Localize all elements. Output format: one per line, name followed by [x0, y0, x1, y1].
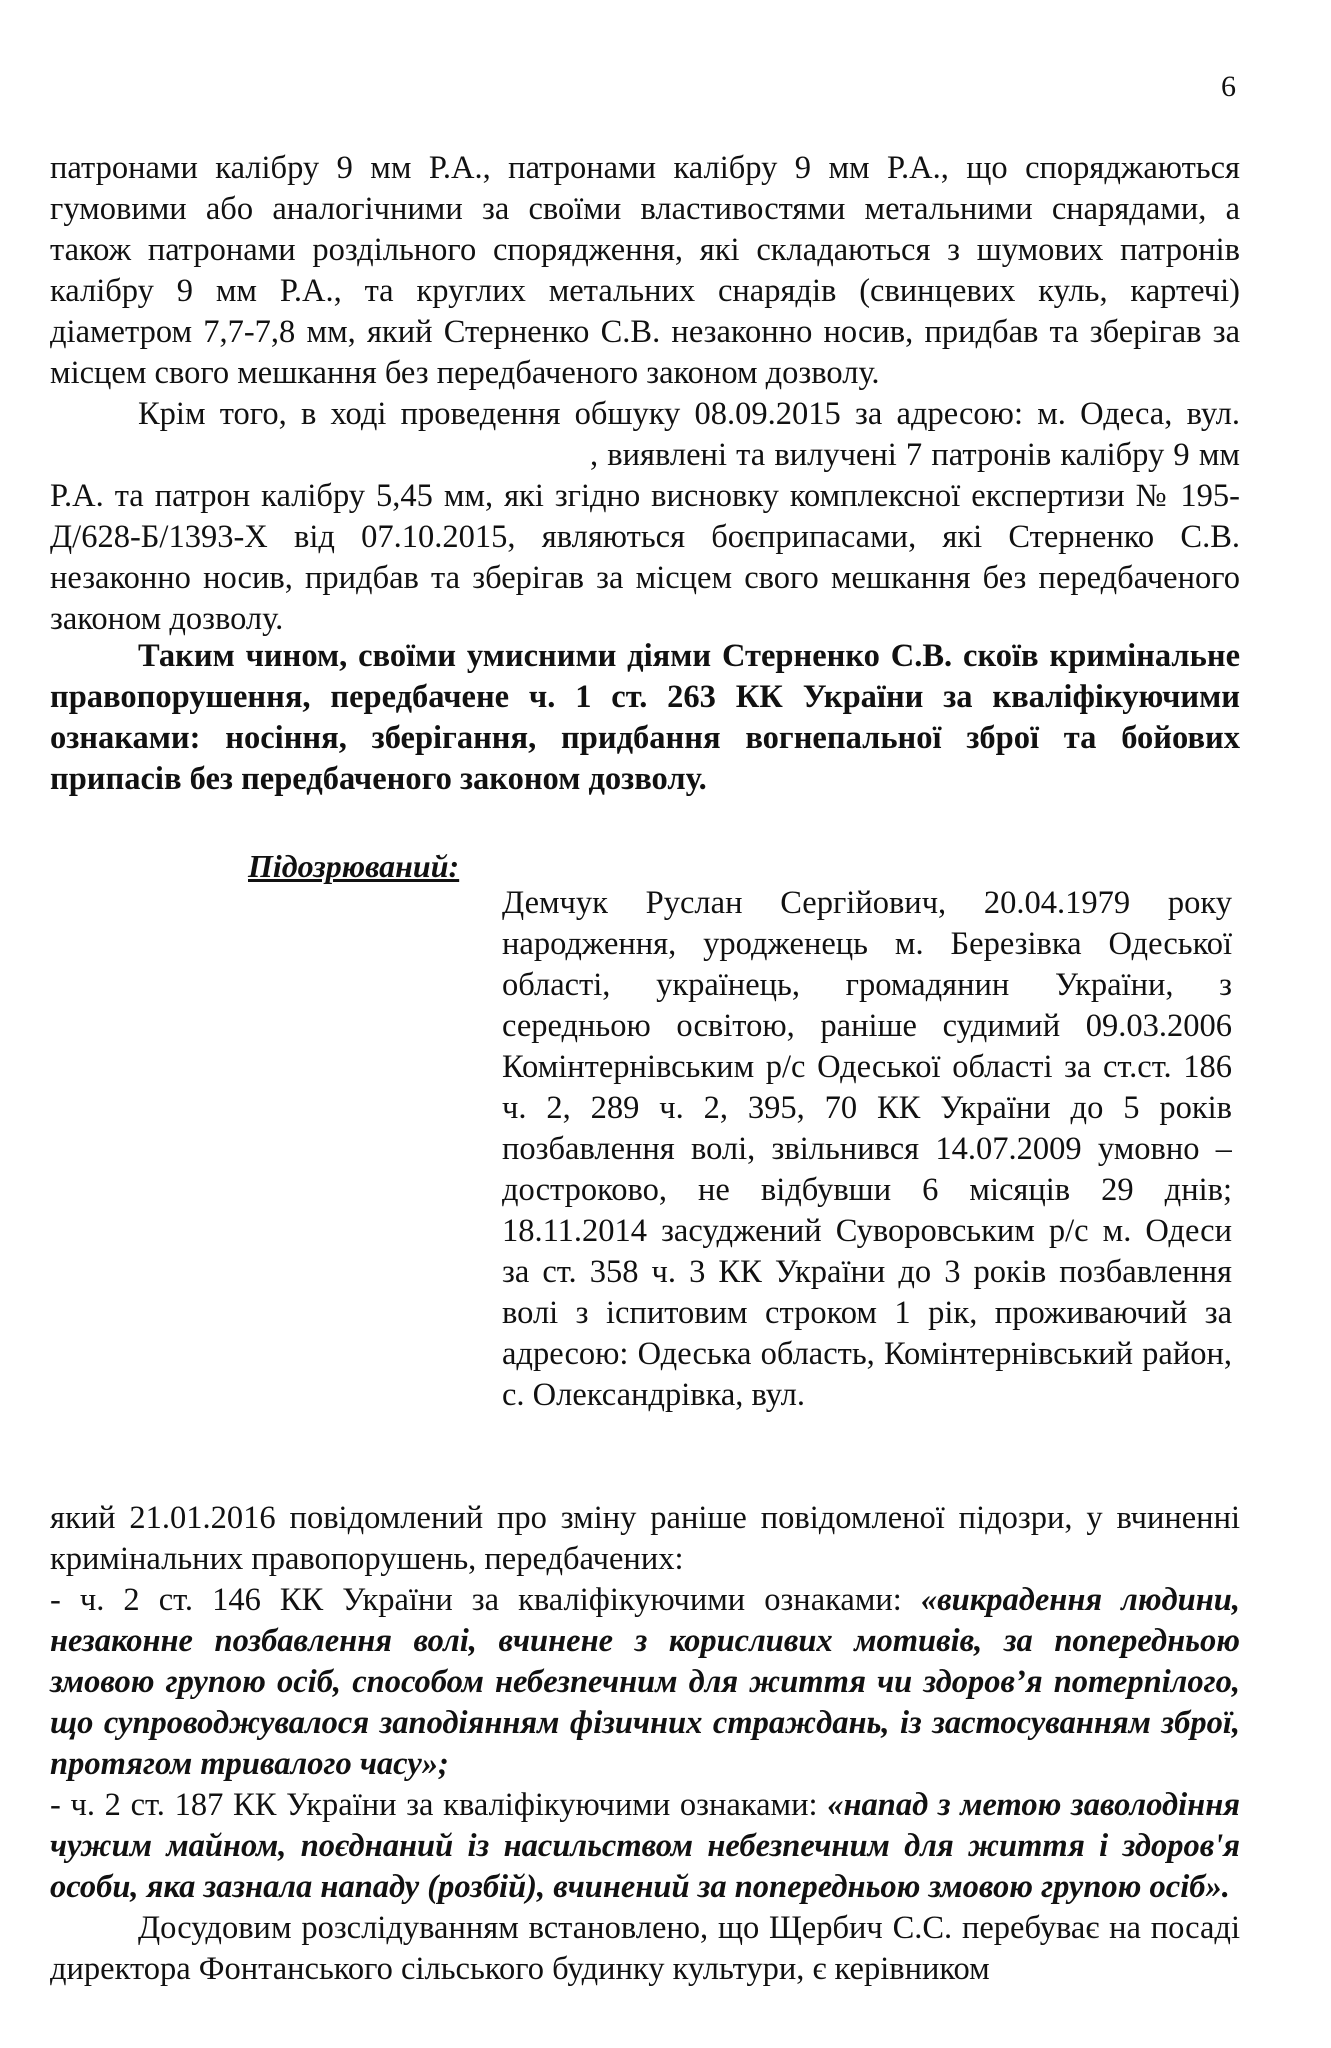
body-text-section-2	[50, 1498, 1240, 1990]
conclusion-paragraph: Таким чином, своїми умисними діями Стерненко С.В. скоїв кримінальне правопорушення, передбачене ч. 1 ст. 263 КК України за кваліфікуючими ознаками: носіння, зберігання, придбання вогнепальної зброї та бойових припасів без передбаченого законом дозволу.	[50, 638, 1240, 797]
investigation-paragraph: Досудовим розслідуванням встановлено, що Щербич С.С. перебуває на посаді директора Фонтанського сільського будинку культури, є керівником	[50, 1910, 1240, 1987]
suspect-details	[502, 883, 1232, 1435]
paragraph-cartridges: патронами калібру 9 мм Р.А., патронами калібру 9 мм Р.А., що споряджаються гумовими або аналогічними за своїми властивостями метальними снарядами, а також патронами роздільного спорядження, які складаються з шумових патронів калібру 9 мм Р.А., та круглих метальних снарядів (свинцевих куль, картечі) діаметром 7,7-7,8 мм, який Стерненко С.В. незаконно носив, придбав та зберігав за місцем свого мешкання без передбаченого законом дозволу.	[50, 150, 1240, 391]
charge-item-187-prefix: - ч. 2 ст. 187 КК України за кваліфікуючими ознаками:	[50, 1787, 828, 1823]
page-number: 6	[1221, 70, 1236, 103]
charge-item-146-quote: «викрадення людини, незаконне позбавлення волі, вчинене з корисливих мотивів, за попередньою змовою групою осіб, способом небезпечним для життя чи здоров’я потерпілого, що супроводжувалося заподіянням фізичних страждань, із застосуванням зброї, протягом тривалого часу»;	[50, 1582, 1240, 1782]
suspect-heading: Підозрюваний:	[248, 848, 460, 884]
charge-item-187-quote: «напад з метою заволодіння чужим майном, поєднаний із насильством небезпечним для життя і здоров'я особи, яка зазнала нападу (розбій), вчинений за попередньою змовою групою осіб».	[50, 1787, 1241, 1905]
suspect-details-text: Демчук Руслан Сергійович, 20.04.1979 року народження, уродженець м. Березівка Одеської області, українець, громадянин України, з середньою освітою, раніше судимий 09.03.2006 Комінтернівським р/с Одеської області за ст.ст. 186 ч. 2, 289 ч. 2, 395, 70 КК України до 5 років позбавлення волі, звільнився 14.07.2009 умовно – достроково, не відбувши 6 місяців 29 днів; 18.11.2014 засуджений Суворовським р/с м. Одеси за ст. 358 ч. 3 КК України до 3 років позбавлення волі з іспитовим строком 1 рік, проживаючий за адресою: Одеська область, Комінтернівський район, с. Олександрівка, вул.	[502, 885, 1232, 1413]
search-paragraph-end: , виявлені та вилучені 7 патронів калібру 9 мм Р.А. та патрон калібру 5,45 мм, які згідно висновку комплексної експертизи № 195-Д/628-Б/1393-Х від 07.10.2015, являються боєприпасами, які Стерненко С.В. незаконно носив, придбав та зберігав за місцем свого мешкання без передбаченого законом дозволу.	[50, 437, 1240, 637]
search-paragraph-start: Крім того, в ході проведення обшуку 08.09.2015 за адресою: м. Одеса, вул.	[138, 396, 1240, 432]
notification-paragraph: який 21.01.2016 повідомлений про зміну раніше повідомленої підозри, у вчиненні кримінальних правопорушень, передбачених:	[50, 1500, 1240, 1577]
body-text-section-1	[50, 148, 1240, 640]
conclusion-section	[50, 636, 1240, 800]
paragraph-search	[50, 394, 1240, 640]
charge-item-146-prefix: - ч. 2 ст. 146 КК України за кваліфікуючими ознаками:	[50, 1582, 921, 1618]
charge-item-187	[50, 1785, 1240, 1908]
charge-item-146	[50, 1580, 1240, 1785]
